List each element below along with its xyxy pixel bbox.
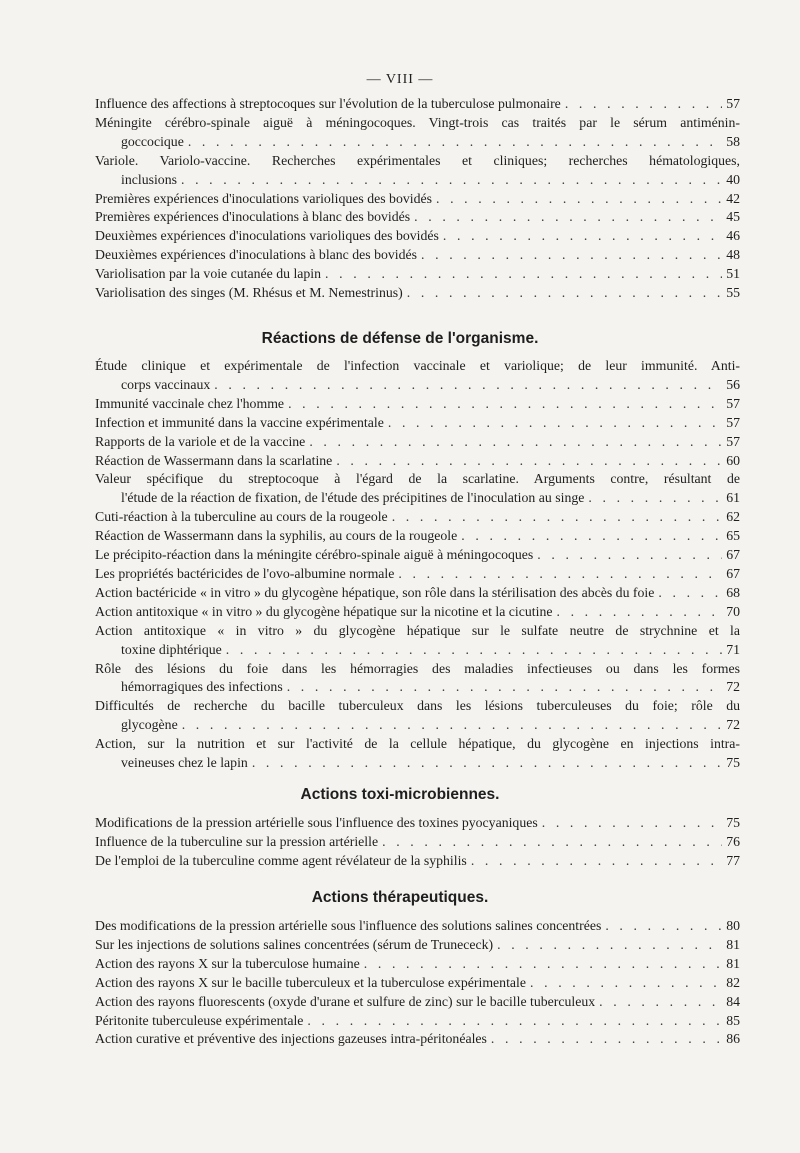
toc-entry	[95, 414, 740, 433]
toc-entry	[95, 95, 740, 114]
toc-page-number: 65	[726, 528, 740, 544]
toc-entry-line	[95, 171, 740, 190]
toc-page-number: 61	[726, 490, 740, 506]
toc-entry-line	[95, 433, 740, 452]
dot-leader	[288, 395, 722, 414]
toc-page-number: 51	[726, 266, 740, 282]
toc-entry-line	[95, 227, 740, 246]
toc-entry	[95, 697, 740, 735]
toc-entry-line	[95, 208, 740, 227]
toc-entry-line	[95, 452, 740, 471]
dot-leader	[182, 716, 722, 735]
toc-entry-title: toxine diphtérique	[121, 641, 222, 657]
toc-page-number: 46	[726, 228, 740, 244]
toc-entry-title: goccocique	[121, 133, 184, 149]
toc-entry	[95, 284, 740, 303]
toc-entry	[95, 265, 740, 284]
toc-page-number: 58	[726, 133, 740, 149]
toc-entry-title: glycogène	[121, 717, 178, 733]
toc-entry-title: Action des rayons X sur le bacille tuberculeux et la tuberculose expérimentale	[95, 974, 526, 990]
toc-entry	[95, 660, 740, 698]
toc-entry-title: Les propriétés bactéricides de l'ovo-albumine normale	[95, 565, 395, 581]
toc-page-number: 62	[726, 509, 740, 525]
toc-page-number: 75	[726, 755, 740, 771]
toc-entry-title: Action des rayons X sur la tuberculose humaine	[95, 955, 360, 971]
toc-entry-line: Difficultés de recherche du bacille tuberculeux dans les lésions tuberculeuses du foie; rôle du	[95, 698, 740, 714]
toc-entry-title: Immunité vaccinale chez l'homme	[95, 395, 285, 411]
toc-entry-line	[95, 508, 740, 527]
toc-entry-line	[95, 584, 740, 603]
dot-leader	[461, 527, 722, 546]
toc-entry-line: Action antitoxique « in vitro » du glycogène hépatique sur le sulfate neutre de strychnine et la	[95, 622, 740, 638]
dot-leader	[287, 678, 722, 697]
toc-entry	[95, 152, 740, 190]
toc-entry	[95, 1030, 740, 1049]
toc-entry	[95, 622, 740, 660]
toc-entry	[95, 993, 740, 1012]
toc-entry-title: Modifications de la pression artérielle sous l'influence des toxines pyocyaniques	[95, 815, 538, 830]
dot-leader	[214, 376, 722, 395]
toc-section-reactions	[95, 357, 740, 773]
toc-entry-line: Variole. Variolo-vaccine. Recherches expérimentales et cliniques; recherches hématologiques,	[95, 152, 740, 168]
toc-entry-title: Action antitoxique « in vitro » du glycogène hépatique sur la nicotine et la cicutine	[95, 603, 553, 619]
toc-entry	[95, 565, 740, 584]
toc-entry-title: Péritonite tuberculeuse expérimentale	[95, 1012, 304, 1028]
toc-entry-title: Le précipito-réaction dans la méningite cérébro-spinale aiguë à méningocoques	[95, 547, 534, 563]
toc-section-toxi	[95, 814, 740, 871]
toc-entry-line	[95, 603, 740, 622]
dot-leader	[325, 265, 722, 284]
toc-entry-line	[95, 376, 740, 395]
toc-entry-line	[95, 246, 740, 265]
toc-entry-line	[95, 95, 740, 114]
toc-entry-line: Méningite cérébro-spinale aiguë à méningocoques. Vingt-trois cas traités par le sérum antiménin-	[95, 114, 740, 130]
toc-page-number: 67	[726, 565, 740, 581]
dot-leader	[252, 754, 722, 773]
toc-entry-title: hémorragiques des infections	[121, 679, 283, 695]
dot-leader	[226, 641, 722, 660]
toc-page-number: 81	[726, 936, 740, 952]
toc-entry-line	[95, 974, 740, 993]
toc-entry-line: Étude clinique et expérimentale de l'infection vaccinale et variolique; de leur immunité. Anti-	[95, 358, 740, 373]
toc-entry-line	[95, 284, 740, 303]
dot-leader	[530, 974, 722, 993]
dot-leader	[382, 833, 722, 852]
dot-leader	[407, 284, 722, 303]
dot-leader	[421, 246, 722, 265]
toc-entry-line: Valeur spécifique du streptocoque à l'égard de la scarlatine. Arguments contre, résultant de	[95, 471, 740, 487]
toc-section-therapeutiques	[95, 917, 740, 1049]
toc-page-number: 72	[726, 717, 740, 733]
dot-leader	[658, 584, 722, 603]
toc-page-number: 85	[726, 1012, 740, 1028]
dot-leader	[497, 936, 722, 955]
toc-entry-line: Rôle des lésions du foie dans les hémorragies des maladies infectieuses ou dans les formes	[95, 660, 740, 676]
toc-entry-title: Rapports de la variole et de la vaccine	[95, 433, 306, 449]
dot-leader	[605, 917, 722, 936]
toc-entry-line	[95, 993, 740, 1012]
toc-entry	[95, 936, 740, 955]
dot-leader	[364, 955, 722, 974]
toc-entry-title: Deuxièmes expériences d'inoculations varioliques des bovidés	[95, 228, 439, 244]
toc-entry-line	[95, 917, 740, 936]
toc-entry-title: Réaction de Wassermann dans la syphilis, au cours de la rougeole	[95, 528, 458, 544]
dot-leader	[181, 171, 722, 190]
toc-entry	[95, 546, 740, 565]
dot-leader	[336, 452, 722, 471]
toc-entry-title: Influence des affections à streptocoques sur l'évolution de la tuberculose pulmonaire	[95, 96, 561, 111]
toc-entry-line	[95, 546, 740, 565]
toc-entry-line	[95, 1030, 740, 1049]
toc-entry-title: Variolisation par la voie cutanée du lapin	[95, 266, 322, 282]
toc-page-number: 76	[726, 833, 740, 849]
toc-entry	[95, 917, 740, 936]
toc-entry-line	[95, 814, 740, 833]
toc-entry	[95, 357, 740, 395]
dot-leader	[392, 508, 722, 527]
section-heading-toxi: Actions toxi-microbiennes.	[300, 786, 500, 803]
page-folio: — VIII —	[366, 72, 434, 87]
toc-page-number: 40	[726, 171, 740, 187]
toc-entry	[95, 814, 740, 833]
toc-entry-line	[95, 754, 740, 773]
toc-page-number: 57	[726, 96, 740, 111]
section-heading-reactions: Réactions de défense de l'organisme.	[261, 330, 539, 347]
dot-leader	[188, 133, 722, 152]
toc-entry-line	[95, 955, 740, 974]
dot-leader	[398, 565, 722, 584]
toc-page-number: 56	[726, 376, 740, 392]
toc-page-number: 72	[726, 679, 740, 695]
toc-entry	[95, 470, 740, 508]
toc-entry-title: l'étude de la réaction de fixation, de l'étude des précipitines de l'inoculation au singe	[121, 490, 585, 506]
toc-entry	[95, 955, 740, 974]
toc-page-number: 86	[726, 1031, 740, 1047]
toc-page-number: 57	[726, 433, 740, 449]
toc-section-variole	[95, 95, 740, 303]
toc-entry	[95, 527, 740, 546]
toc-entry	[95, 735, 740, 773]
toc-entry	[95, 395, 740, 414]
dot-leader	[414, 208, 722, 227]
toc-entry-title: Deuxièmes expériences d'inoculations à blanc des bovidés	[95, 247, 418, 263]
toc-entry-line	[95, 527, 740, 546]
toc-entry-title: Sur les injections de solutions salines concentrées (sérum de Trunececk)	[95, 936, 494, 952]
toc-entry-title: veineuses chez le lapin	[121, 755, 248, 771]
toc-entry-title: Action des rayons fluorescents (oxyde d'urane et sulfure de zinc) sur le bacille tuberculeux	[95, 993, 596, 1009]
section-heading-therapeutiques: Actions thérapeutiques.	[311, 889, 489, 906]
toc-entry	[95, 433, 740, 452]
toc-entry-title: Variolisation des singes (M. Rhésus et M. Nemestrinus)	[95, 285, 403, 301]
toc-entry-line	[95, 190, 740, 209]
toc-page-number: 81	[726, 955, 740, 971]
toc-entry-line: Action, sur la nutrition et sur l'activité de la cellule hépatique, du glycogène en injections intra-	[95, 736, 740, 752]
toc-entry-line	[95, 641, 740, 660]
toc-entry	[95, 852, 740, 871]
toc-page-number: 80	[726, 918, 740, 933]
toc-entry-title: Action curative et préventive des injections gazeuses intra-péritonéales	[95, 1031, 487, 1047]
toc-page-number: 68	[726, 584, 740, 600]
toc-entry	[95, 833, 740, 852]
toc-page-number: 82	[726, 974, 740, 990]
toc-page-number: 57	[726, 414, 740, 430]
toc-entry	[95, 227, 740, 246]
dot-leader	[588, 489, 722, 508]
toc-entry-line	[95, 395, 740, 414]
toc-page-number: 55	[726, 285, 740, 301]
dot-leader	[556, 603, 722, 622]
toc-entry-title: Des modifications de la pression artérielle sous l'influence des solutions salines concentrées	[95, 918, 602, 933]
toc-entry-title: corps vaccinaux	[121, 376, 211, 392]
dot-leader	[491, 1030, 722, 1049]
toc-page-number: 48	[726, 247, 740, 263]
toc-entry	[95, 190, 740, 209]
toc-entry	[95, 974, 740, 993]
toc-entry-title: De l'emploi de la tuberculine comme agent révélateur de la syphilis	[95, 852, 467, 868]
toc-entry-line	[95, 133, 740, 152]
toc-entry	[95, 246, 740, 265]
dot-leader	[599, 993, 722, 1012]
dot-leader	[309, 433, 722, 452]
toc-entry-line	[95, 833, 740, 852]
dot-leader	[537, 546, 722, 565]
toc-entry-line	[95, 716, 740, 735]
toc-page-number: 57	[726, 395, 740, 411]
toc-entry	[95, 508, 740, 527]
dot-leader	[388, 414, 722, 433]
dot-leader	[436, 190, 722, 209]
toc-entry-title: Réaction de Wassermann dans la scarlatine	[95, 452, 333, 468]
dot-leader	[471, 852, 722, 871]
toc-page-number: 84	[726, 993, 740, 1009]
toc-entry	[95, 603, 740, 622]
toc-entry-title: Influence de la tuberculine sur la pression artérielle	[95, 833, 379, 849]
toc-entry-line	[95, 936, 740, 955]
toc-entry-line	[95, 1012, 740, 1031]
toc-entry-line	[95, 489, 740, 508]
toc-page-number: 45	[726, 209, 740, 225]
toc-entry-line	[95, 678, 740, 697]
toc-entry-line	[95, 414, 740, 433]
toc-entry-line	[95, 852, 740, 871]
dot-leader	[542, 814, 722, 833]
toc-page-number: 67	[726, 547, 740, 563]
toc-entry-title: Action bactéricide « in vitro » du glycogène hépatique, son rôle dans la stérilisation des abcès du foie	[95, 584, 655, 600]
toc-entry	[95, 452, 740, 471]
toc-entry-line	[95, 265, 740, 284]
toc-entry-title: Premières expériences d'inoculations à blanc des bovidés	[95, 209, 411, 225]
toc-entry-title: Premières expériences d'inoculations varioliques des bovidés	[95, 190, 432, 206]
dot-leader	[565, 95, 722, 114]
toc-entry-line	[95, 565, 740, 584]
dot-leader	[307, 1012, 722, 1031]
toc-page-number: 77	[726, 852, 740, 868]
toc-entry	[95, 584, 740, 603]
toc-entry	[95, 208, 740, 227]
toc-entry	[95, 1012, 740, 1031]
toc-page-number: 42	[726, 190, 740, 206]
toc-entry	[95, 114, 740, 152]
toc-page-number: 71	[726, 641, 740, 657]
toc-page-number: 60	[726, 452, 740, 468]
toc-entry-title: Infection et immunité dans la vaccine expérimentale	[95, 414, 384, 430]
toc-page-number: 70	[726, 603, 740, 619]
toc-entry-title: inclusions	[121, 171, 177, 187]
toc-entry-title: Cuti-réaction à la tuberculine au cours de la rougeole	[95, 509, 388, 525]
toc-page-number: 75	[726, 815, 740, 830]
dot-leader	[443, 227, 722, 246]
